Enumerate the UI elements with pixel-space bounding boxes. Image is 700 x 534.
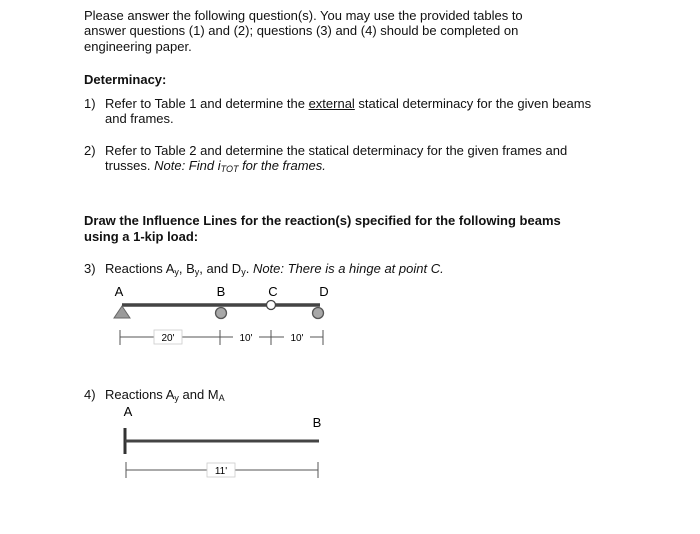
q2-note-b: for the frames. [238, 158, 326, 173]
influence-heading-line-1: Draw the Influence Lines for the reaction(s) specified for the following beams [84, 213, 561, 228]
q4-dim-11: 11' [214, 466, 228, 477]
q3-text-b: , B [178, 261, 195, 276]
q2-note-sub: TOT [220, 164, 239, 174]
q3-text-d: . [245, 261, 253, 276]
q4-text-a: Reactions A [105, 387, 175, 402]
q3-label-b: B [216, 284, 226, 299]
q3-text-a: Reactions A [105, 261, 175, 276]
q1-underlined-word: external [308, 96, 355, 111]
q3-text-c: , and D [199, 261, 242, 276]
q1-line-2: and frames. [105, 111, 174, 126]
q3-sub-c: y [241, 267, 246, 277]
intro-line-2: answer questions (1) and (2); questions (3) and (4) should be completed on [84, 23, 519, 38]
q4-label-a: A [123, 404, 133, 419]
q3-label-c: C [268, 284, 278, 299]
q1-number: 1) [84, 96, 96, 111]
q3-sub-a: y [174, 267, 179, 277]
q2-number: 2) [84, 143, 96, 158]
determinacy-heading: Determinacy: [84, 72, 167, 87]
intro-line-3: engineering paper. [84, 39, 192, 54]
q3-sub-b: y [194, 267, 200, 277]
q4-text-b: and M [178, 387, 219, 402]
q4-sub-b: A [218, 393, 225, 403]
q3-label-a: A [114, 284, 124, 299]
influence-heading-line-2: using a 1-kip load: [84, 229, 199, 244]
q2-line-1: Refer to Table 2 and determine the statical determinacy for the given frames and [105, 143, 568, 158]
q3-label-d: D [319, 284, 329, 299]
q3-number: 3) [84, 261, 96, 276]
q3-dim-20: 20' [161, 333, 175, 344]
q4-sub-a: y [174, 393, 179, 403]
intro-line-1: Please answer the following question(s). You may use the provided tables to [84, 8, 523, 23]
q3-dim-10-a: 10' [239, 333, 253, 344]
q4-number: 4) [84, 387, 96, 402]
q1-text-a: Refer to Table 1 and determine the [105, 96, 309, 111]
q2-note-a: Note: Find i [154, 158, 221, 173]
q3-dim-10-b: 10' [290, 333, 304, 344]
q1-text-b: statical determinacy for the given beams [354, 96, 592, 111]
q2-text-a: trusses. [105, 158, 155, 173]
q3-note: Note: There is a hinge at point C. [252, 261, 444, 276]
q4-label-b: B [312, 415, 322, 430]
